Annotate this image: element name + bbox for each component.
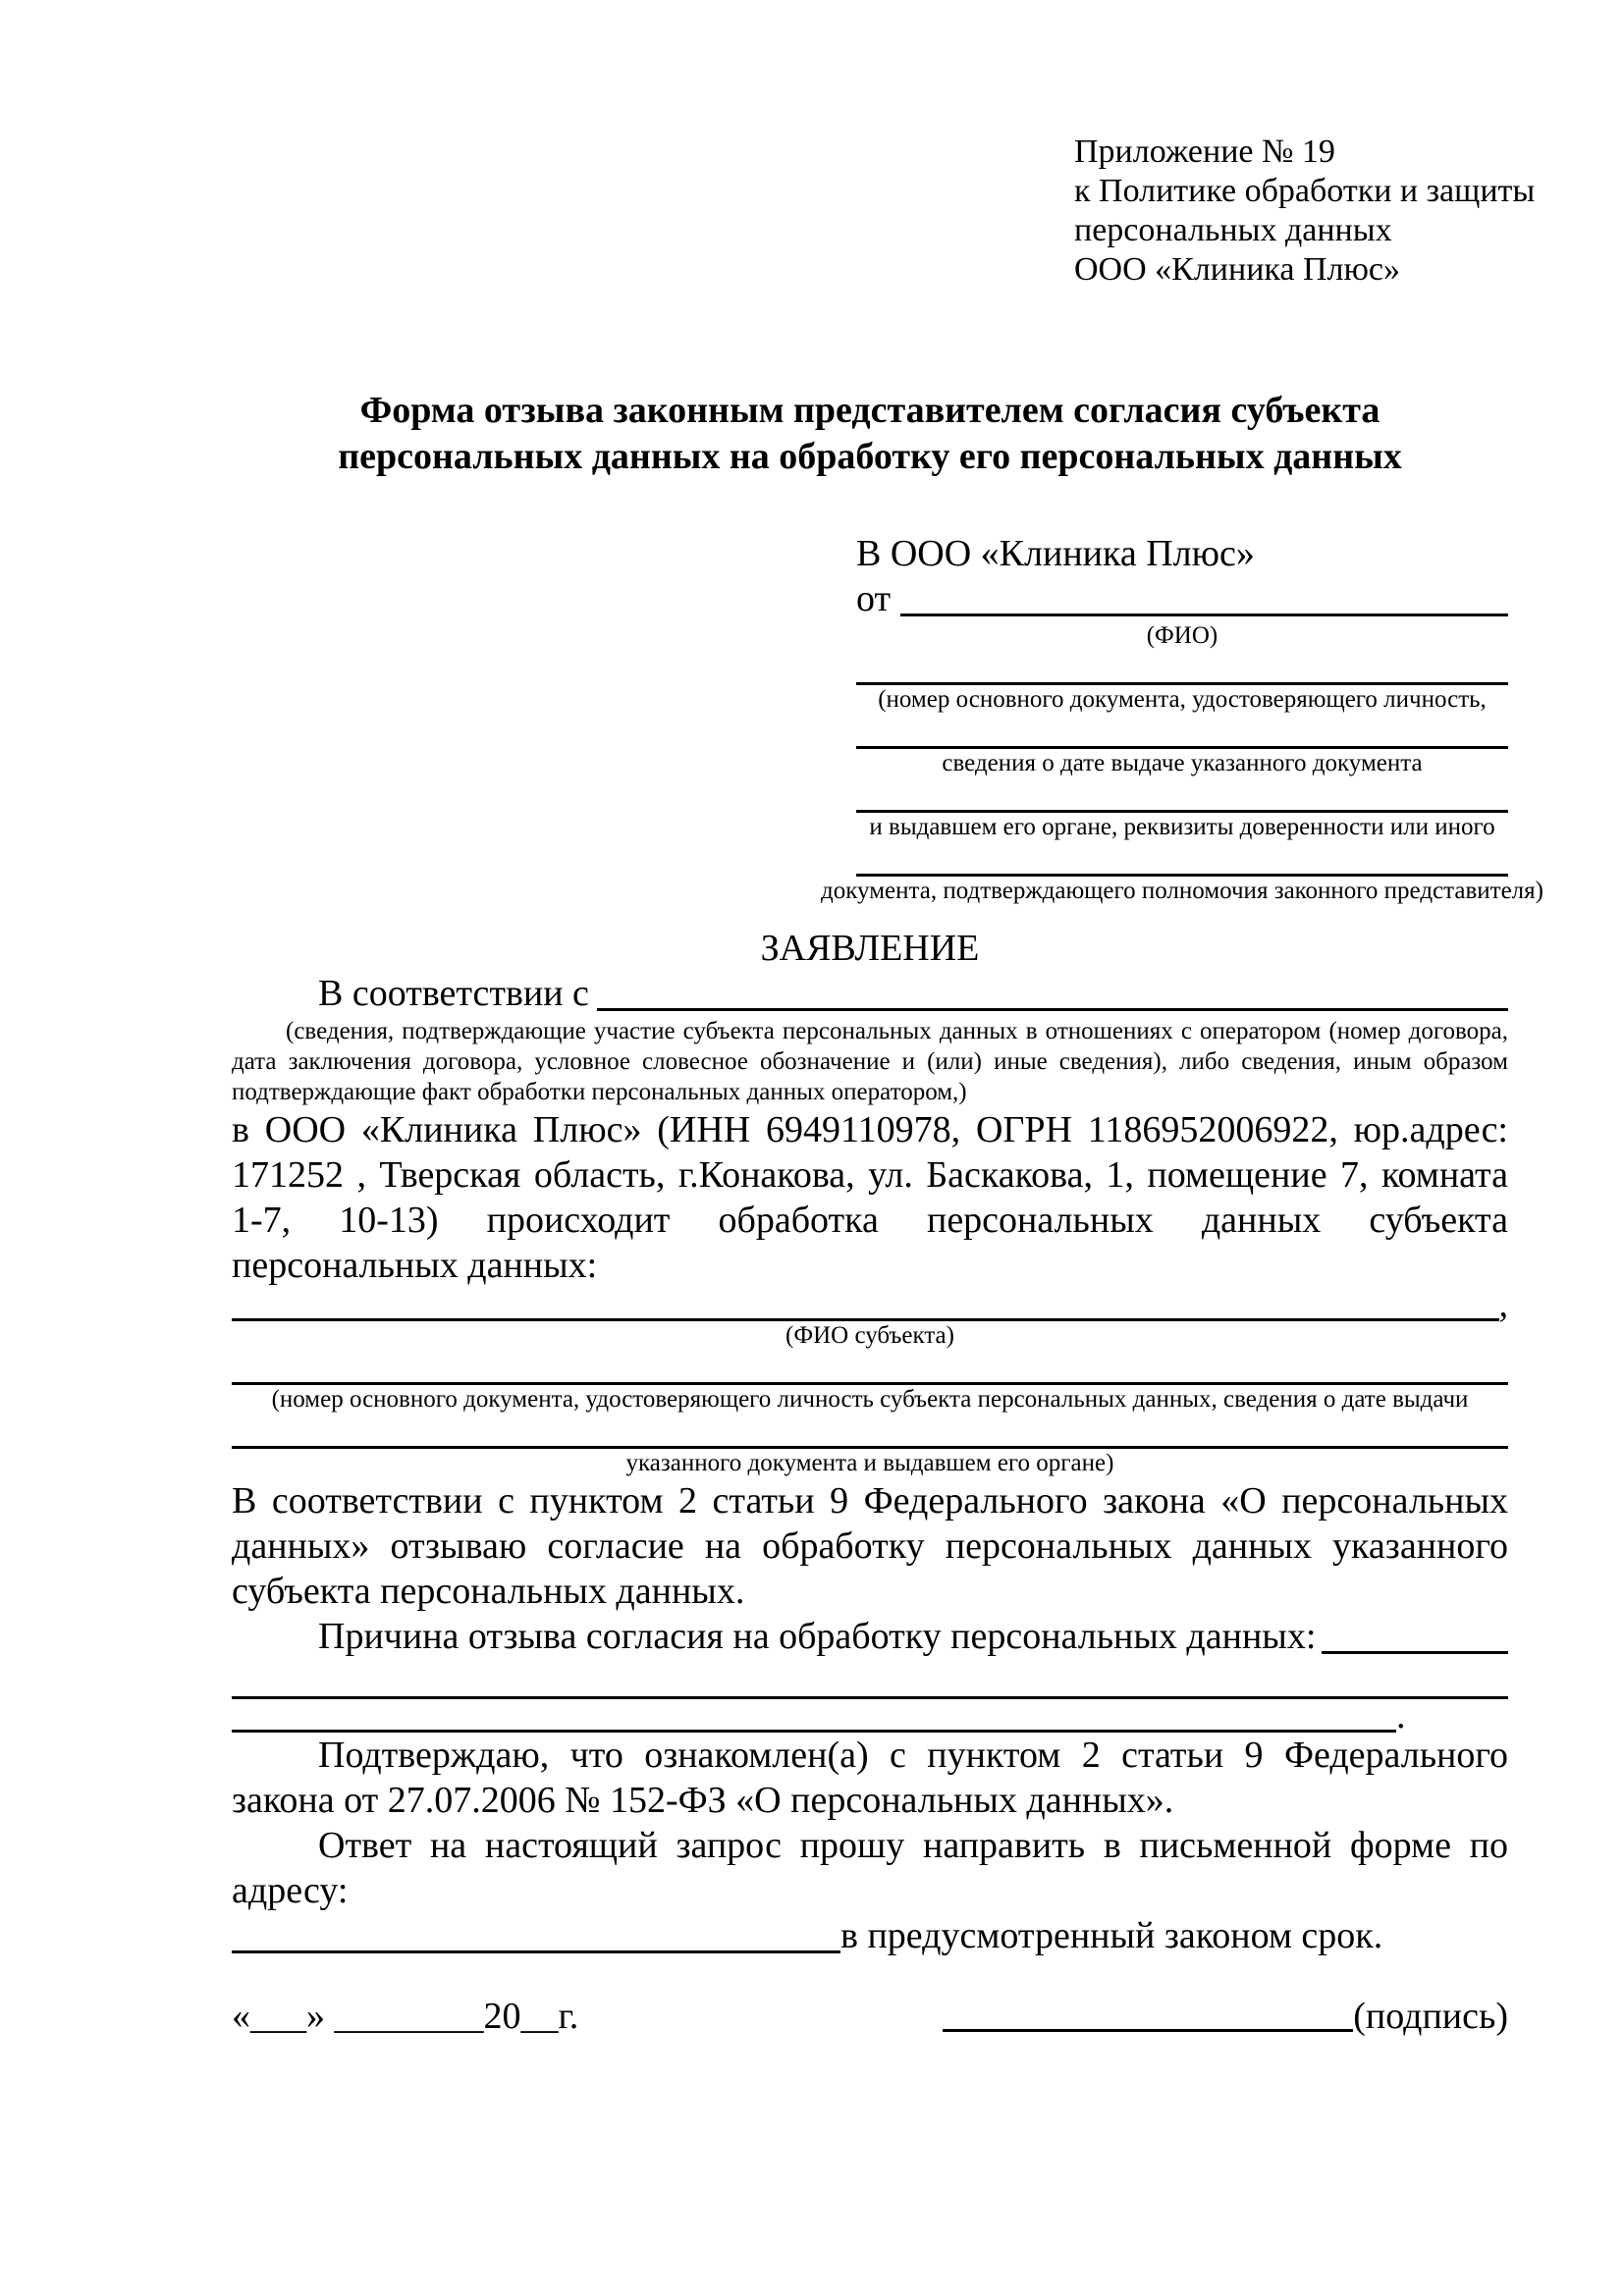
addressee-from-row bbox=[856, 576, 1508, 621]
reason-row bbox=[232, 1614, 1508, 1659]
addressee-to: В ООО «Клиника Плюс» bbox=[856, 533, 1255, 574]
fill-line bbox=[856, 715, 1508, 749]
doc-caption bbox=[856, 813, 1508, 842]
intro-caption: (сведения, подтверждающие участие субъекта персональных данных в отношениях с оператором (номер договора, дата заключения договора, условное словесное обозначение и (или) иные сведения), либо сведения, иным образом подтверждающие факт обработки персональных данных оператором,) bbox=[232, 1018, 1508, 1105]
fill-line bbox=[232, 1700, 1396, 1733]
fill-line bbox=[232, 1351, 1508, 1385]
fill-line bbox=[856, 651, 1508, 685]
fio-caption bbox=[856, 621, 1508, 651]
reason-blank-row bbox=[232, 1695, 1508, 1736]
doc-caption bbox=[856, 685, 1508, 715]
fill-line bbox=[900, 576, 1508, 616]
confirm-paragraph: Подтверждаю, что ознакомлен(а) с пунктом 2 статьи 9 Федерального закона от 27.07.2006 № 152-ФЗ «О персональных данных». bbox=[232, 1735, 1508, 1821]
appendix-header bbox=[1074, 133, 1536, 290]
signature-caption: (подпись) bbox=[1353, 1996, 1508, 2037]
appendix-header-line: к Политике обработки и защиты bbox=[1074, 173, 1536, 209]
law-paragraph: В соответствии с пунктом 2 статьи 9 Федерального закона «О персональных данных» отзываю согласие на обработку персональных данных указанного субъекта персональных данных. bbox=[232, 1480, 1508, 1612]
document-title-line: персональных данных на обработку его персональных данных bbox=[338, 436, 1402, 477]
doc-caption bbox=[856, 749, 1508, 778]
signature-line bbox=[943, 1994, 1353, 2032]
fill-line bbox=[232, 1289, 1499, 1321]
trailing-comma: , bbox=[1498, 1284, 1508, 1325]
fill-line bbox=[232, 1415, 1508, 1449]
doc-caption-text: документа, подтверждающего полномочия законного представителя) bbox=[821, 878, 1543, 904]
addressee-block bbox=[821, 531, 1543, 906]
intro-label: В соответствии с bbox=[318, 973, 589, 1014]
subject-fio-caption-text: (ФИО субъекта) bbox=[785, 1322, 954, 1349]
fio-caption-text: (ФИО) bbox=[1146, 622, 1218, 649]
fill-line bbox=[232, 1913, 840, 1953]
doc-caption-text: (номер основного документа, удостоверяющего личность, bbox=[878, 686, 1487, 713]
footer-row bbox=[232, 1994, 1508, 2039]
reason-label: Причина отзыва согласия на обработку персональных данных: bbox=[318, 1616, 1317, 1657]
date-blank: «___» ________20__г. bbox=[232, 1996, 579, 2037]
subject-doc-caption-text: указанного документа и выдавшем его органе) bbox=[625, 1450, 1114, 1476]
fill-line bbox=[856, 778, 1508, 813]
fill-line bbox=[232, 1675, 1508, 1699]
from-label: от bbox=[856, 578, 892, 619]
signature-group bbox=[943, 1994, 1508, 2039]
appendix-header-line: Приложение № 19 bbox=[1074, 133, 1335, 170]
document-title-line: Форма отзыва законным представителем согласия субъекта bbox=[359, 390, 1380, 431]
fill-line bbox=[597, 971, 1508, 1011]
subject-doc-caption bbox=[232, 1385, 1508, 1415]
statement-heading: ЗАЯВЛЕНИЕ bbox=[760, 928, 980, 969]
doc-caption bbox=[821, 877, 1543, 906]
reply-tail: в предусмотренный законом срок. bbox=[840, 1915, 1383, 1956]
doc-caption-text: сведения о дате выдаче указанного документа bbox=[942, 750, 1423, 776]
appendix-header-line: персональных данных bbox=[1074, 212, 1392, 248]
fill-line bbox=[856, 842, 1508, 877]
reply-paragraph: Ответ на настоящий запрос прошу направить в письменной форме по адресу: bbox=[232, 1825, 1508, 1911]
subject-fio-caption bbox=[232, 1321, 1508, 1351]
fill-line bbox=[1322, 1614, 1508, 1654]
doc-caption-text: и выдавшем его органе, реквизиты доверенности или иного bbox=[869, 814, 1495, 840]
subject-doc-caption bbox=[232, 1449, 1508, 1478]
reply-address-row bbox=[232, 1913, 1508, 1958]
operator-paragraph: в ООО «Клиника Плюс» (ИНН 6949110978, ОГРН 1186952006922, юр.адрес: 171252 , Тверская область, г.Конакова, ул. Баскакова, 1, помещение 7, комната 1-7, 10-13) происходит обработка персональных данных субъекта персональных данных: bbox=[232, 1109, 1508, 1286]
intro-row bbox=[232, 971, 1508, 1016]
subject-fio-row bbox=[232, 1284, 1508, 1325]
document-title bbox=[232, 388, 1508, 480]
appendix-header-line: ООО «Клиника Плюс» bbox=[1074, 251, 1400, 288]
subject-doc-caption-text: (номер основного документа, удостоверяющего личность субъекта персональных данных, сведения о дате выдачи bbox=[271, 1386, 1469, 1413]
trailing-period: . bbox=[1396, 1695, 1406, 1736]
